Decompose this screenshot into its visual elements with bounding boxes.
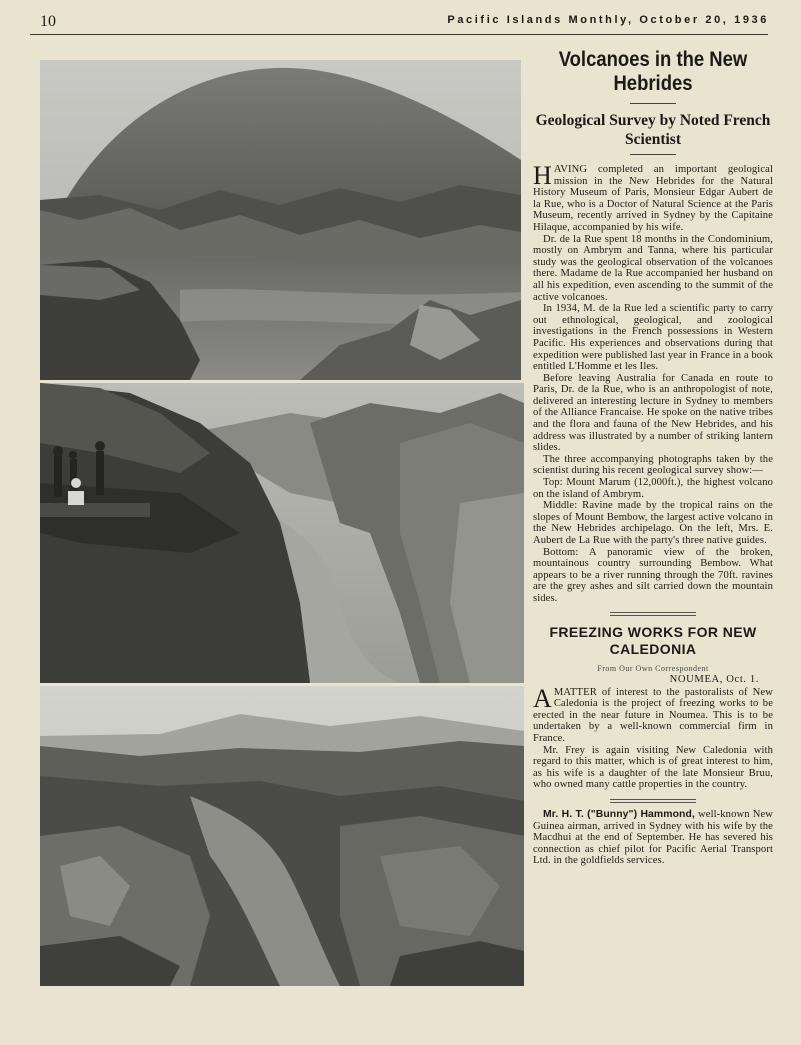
article1-paragraph-5: The three accompanying photographs taken by the scientist during his recent geological survey show:— <box>533 453 773 477</box>
caption-bottom: Bottom: A panoramic view of the broken, mountainous country surrounding Bembow. What appears to be a river running through the 70ft. ravines are the grey ashes and silt carried down the mountain sides. <box>533 546 773 604</box>
dropcap-h: H <box>533 161 552 190</box>
subtitle-rule <box>630 154 676 155</box>
dateline: NOUMEA, Oct. 1. <box>669 673 759 685</box>
running-head: Pacific Islands Monthly, October 20, 1936 <box>447 14 769 26</box>
photo-ravine-bembow <box>40 383 524 683</box>
section-divider <box>610 612 696 616</box>
dropcap-a: A <box>533 683 552 713</box>
article1-paragraph-3: In 1934, M. de la Rue led a scientific party to carry out ethnological, geological, and zoological investigations in the French possessions in Western Pacific. His experiences and observations during that expedition were published last year in France in a book entitled L'Homme et les Iles. <box>533 303 773 373</box>
page-header <box>0 0 801 38</box>
article3-paragraph: Mr. H. T. ("Bunny") Hammond, well-known New Guinea airman, arrived in Sydney with his wife by the Macdhui at the end of September. He has severed his connection as chief pilot for Pacific Aerial Transport Ltd. in the goldfields services. <box>533 808 773 867</box>
article1-paragraph-1: HAVING completed an important geological mission in the New Hebrides for the Natural History Museum of Paris, Monsieur Edgar Aubert de la Rue, who is a Doctor of Natural Science at the Paris Museum, recently arrived in Sydney by the Capitaine Hilaque, accompanied by his wife. <box>533 161 773 233</box>
article1-paragraph-4: Before leaving Australia for Canada en route to Paris, Dr. de la Rue, who is an anthropologist of note, delivered an interesting lecture in Sydney to members of the Alliance Francaise. He spoke on the native tribes and the flora and fauna of the New Hebrides, and his address was illustrated by a number of striking lantern slides. <box>533 372 773 454</box>
article-title-volcanoes: Volcanoes in the New Hebrides <box>558 48 748 95</box>
byline: From Our Own Correspondent <box>597 663 709 673</box>
right-column <box>533 40 773 867</box>
article2-paragraph-2: Mr. Frey is again visiting New Caledonia with regard to this matter, which is of great interest to him, as his wife is a daughter of the late Monsieur Bruu, who owned many cattle properties in the country. <box>533 744 773 791</box>
title-rule <box>630 103 676 104</box>
caption-middle: Middle: Ravine made by the tropical rains on the slopes of Mount Bembow, the largest active volcano in the New Hebrides archipelago. On the left, Mrs. E. Aubert de La Rue with the party's three native guides. <box>533 500 773 546</box>
section-divider-2 <box>610 799 696 803</box>
article3-lead-name: Mr. H. T. ("Bunny") Hammond, <box>543 808 695 820</box>
caption-top: Top: Mount Marum (12,000ft.), the highest volcano on the island of Ambrym. <box>533 477 773 500</box>
article-subtitle: Geological Survey by Noted French Scientist <box>535 112 771 148</box>
header-rule <box>30 34 768 35</box>
article2-paragraph-1: AMATTER of interest to the pastoralists of New Caledonia is the project of freezing works to be erected in the near future in Noumea. This is to be undertaken by a well-known commercial firm in France. <box>533 683 773 744</box>
photo-panorama-bembow <box>40 686 524 986</box>
article1-paragraph-2: Dr. de la Rue spent 18 months in the Condominium, mostly on Ambrym and Tanna, where his particular study was the geological observation of the volcanoes there. Madame de la Rue accompanied her husband on all his expedition, even ascending to the summit of the active volcanoes. <box>533 233 773 303</box>
photo-mount-marum <box>40 60 521 380</box>
page-number: 10 <box>40 13 56 30</box>
article-title-freezing-works: FREEZING WORKS FOR NEW CALEDONIA <box>549 623 757 657</box>
